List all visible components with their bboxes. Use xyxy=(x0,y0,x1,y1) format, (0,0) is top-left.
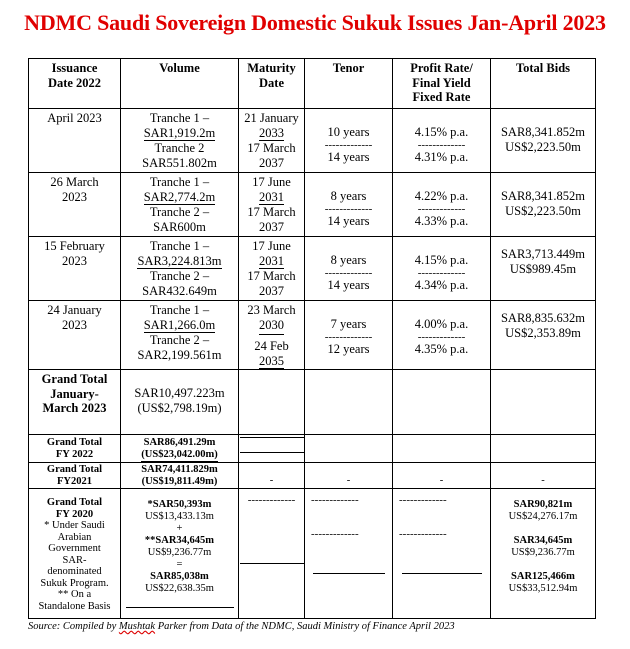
empty-cell xyxy=(239,370,305,435)
dash-cell: - xyxy=(393,463,491,489)
grand-total-2020-label: Grand Total FY 2020 * Under Saudi Arabian Government SAR- denominated Sukuk Program. ** On a Standalone Basis xyxy=(29,489,121,619)
grand-total-2022-volume: SAR86,491.29m (US$23,042.00m) xyxy=(121,435,239,463)
grand-total-2023-row xyxy=(29,370,596,435)
bids-cell: SAR8,341.852m US$2,223.50m xyxy=(491,109,596,173)
source-note: Source: Compiled by Mushtak Parker from Data of the NDMC, Saudi Ministry of Finance April 2023 xyxy=(28,621,455,632)
grand-total-2021-volume: SAR74,411.829m (US$19,811.49m) xyxy=(121,463,239,489)
volume-cell: Tranche 1 – SAR3,224.813m Tranche 2 – SAR432.649m xyxy=(121,237,239,301)
bids-cell: SAR3,713.449m US$989.45m xyxy=(491,237,596,301)
table-row xyxy=(29,173,596,237)
bids-cell: SAR8,341.852m US$2,223.50m xyxy=(491,173,596,237)
table-row xyxy=(29,237,596,301)
volume-cell: Tranche 1 – SAR2,774.2m Tranche 2 – SAR600m xyxy=(121,173,239,237)
issuance-date: April 2023 xyxy=(29,109,121,173)
maturity-cell: 17 June 2031 17 March 2037 xyxy=(239,237,305,301)
rate-cell: 4.22% p.a. ------------- 4.33% p.a. xyxy=(393,173,491,237)
header-volume: Volume xyxy=(121,59,239,109)
table-row xyxy=(29,301,596,370)
maturity-cell: 23 March 2030 24 Feb 2035 xyxy=(239,301,305,370)
dash-cell: - xyxy=(491,463,596,489)
empty-cell xyxy=(305,370,393,435)
issuance-date: 24 January 2023 xyxy=(29,301,121,370)
tenor-cell: 8 years ------------- 14 years xyxy=(305,237,393,301)
empty-cell xyxy=(491,435,596,463)
grand-total-2023-label: Grand Total January- March 2023 xyxy=(29,370,121,435)
rate-cell: 4.15% p.a. ------------- 4.34% p.a. xyxy=(393,237,491,301)
grand-total-2022-row xyxy=(29,435,596,463)
maturity-cell: ------------- xyxy=(239,489,305,619)
empty-cell xyxy=(305,435,393,463)
empty-cell xyxy=(491,370,596,435)
sukuk-issues-table xyxy=(28,58,596,619)
table-row xyxy=(29,109,596,173)
tenor-cell: 7 years ------------- 12 years xyxy=(305,301,393,370)
bids-cell: SAR8,835.632m US$2,353.89m xyxy=(491,301,596,370)
volume-cell: Tranche 1 – SAR1,266.0m Tranche 2 – SAR2,199.561m xyxy=(121,301,239,370)
tenor-cell: 8 years ------------- 14 years xyxy=(305,173,393,237)
bids-cell: SAR90,821m US$24,276.17m SAR34,645m US$9,236.77m SAR125,466m US$33,512.94m xyxy=(491,489,596,619)
maturity-cell: 21 January 2033 17 March 2037 xyxy=(239,109,305,173)
empty-cell xyxy=(393,370,491,435)
grand-total-2020-volume: *SAR50,393m US$13,433.13m + **SAR34,645m US$9,236.77m = SAR85,038m US$22,638.35m xyxy=(121,489,239,619)
header-row xyxy=(29,59,596,109)
grand-total-2022-label: Grand Total FY 2022 xyxy=(29,435,121,463)
source-author-name: Mushtak xyxy=(118,621,156,632)
rate-cell: ------------- ------------- xyxy=(393,489,491,619)
grand-total-2021-row xyxy=(29,463,596,489)
issuance-date: 26 March 2023 xyxy=(29,173,121,237)
maturity-cell: 17 June 2031 17 March 2037 xyxy=(239,173,305,237)
dash-cell: - xyxy=(239,463,305,489)
header-maturity: Maturity Date xyxy=(239,59,305,109)
rate-cell: 4.15% p.a. ------------- 4.31% p.a. xyxy=(393,109,491,173)
document-title: NDMC Saudi Sovereign Domestic Sukuk Issues Jan-April 2023 xyxy=(24,10,606,35)
grand-total-2021-label: Grand Total FY2021 xyxy=(29,463,121,489)
rate-cell: 4.00% p.a. ------------- 4.35% p.a. xyxy=(393,301,491,370)
dash-cell: - xyxy=(305,463,393,489)
header-issuance: Issuance Date 2022 xyxy=(29,59,121,109)
grand-total-2020-row xyxy=(29,489,596,619)
grand-total-2023-volume: SAR10,497.223m (US$2,798.19m) xyxy=(121,370,239,435)
maturity-cell xyxy=(239,435,305,463)
header-profit-rate: Profit Rate/ Final Yield Fixed Rate xyxy=(393,59,491,109)
tenor-cell: ------------- ------------- xyxy=(305,489,393,619)
tenor-cell: 10 years ------------- 14 years xyxy=(305,109,393,173)
header-total-bids: Total Bids xyxy=(491,59,596,109)
header-tenor: Tenor xyxy=(305,59,393,109)
empty-cell xyxy=(393,435,491,463)
volume-cell: Tranche 1 – SAR1,919.2m Tranche 2 SAR551.802m xyxy=(121,109,239,173)
issuance-date: 15 February 2023 xyxy=(29,237,121,301)
